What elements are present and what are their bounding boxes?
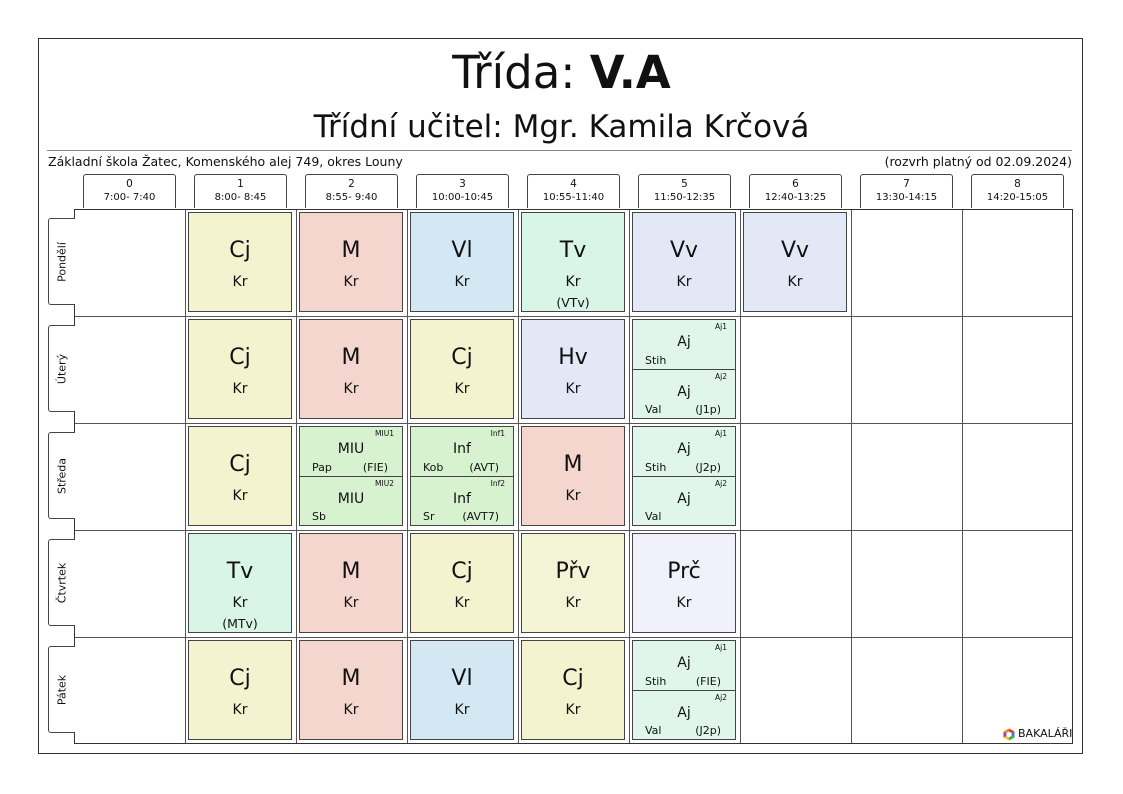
subject-label: Cj	[229, 345, 251, 370]
period-time: 10:55-11:40	[542, 192, 605, 203]
lesson-group	[411, 427, 513, 476]
school-name: Základní škola Žatec, Komenského alej 749, okres Louny	[48, 154, 403, 169]
period-header-0	[83, 174, 176, 208]
lesson-card[interactable]	[188, 426, 292, 526]
period-number: 2	[348, 178, 355, 190]
grid-column-line	[629, 210, 630, 743]
subject-label: M	[341, 345, 361, 370]
period-header-8	[971, 174, 1064, 208]
period-header-3	[416, 174, 509, 208]
period-number: 4	[570, 178, 577, 190]
subject-label: M	[341, 238, 361, 263]
subject-label: Vl	[451, 666, 473, 691]
lesson-card[interactable]	[299, 426, 403, 526]
teacher-label: Kr	[454, 381, 470, 397]
group-label: Aj2	[715, 479, 727, 488]
period-header-5	[638, 174, 731, 208]
day-label-4	[48, 646, 75, 733]
period-number: 8	[1014, 178, 1021, 190]
period-header-6	[749, 174, 842, 208]
lesson-group	[411, 476, 513, 525]
subject-label: Prč	[667, 559, 701, 584]
class-teacher: Třídní učitel: Mgr. Kamila Krčová	[313, 109, 810, 145]
subject-label: Aj	[677, 441, 691, 457]
lesson-card[interactable]	[188, 212, 292, 312]
day-name: Úterý	[55, 353, 69, 384]
period-number: 3	[459, 178, 466, 190]
grid-column-line	[740, 210, 741, 743]
subject-label: M	[341, 559, 361, 584]
teacher-label: Kr	[454, 595, 470, 611]
subject-label: MIU	[337, 441, 365, 457]
grid-column-line	[407, 210, 408, 743]
group-label: Aj2	[715, 372, 727, 381]
period-time: 8:00- 8:45	[214, 192, 267, 203]
teacher-label: Sb	[312, 510, 326, 523]
lesson-group	[633, 690, 735, 739]
teacher-label: Stih	[645, 675, 667, 688]
lesson-group	[633, 427, 735, 476]
group-label: Aj1	[715, 429, 727, 438]
subject-label: Cj	[451, 345, 473, 370]
header-divider	[47, 150, 1072, 151]
teacher-label: Kr	[232, 488, 248, 504]
lesson-card[interactable]	[410, 640, 514, 740]
lesson-group	[633, 320, 735, 369]
teacher-label: Kr	[343, 702, 359, 718]
teacher-label: Kr	[454, 274, 470, 290]
day-name: Pátek	[55, 674, 69, 705]
grid-row-line	[75, 423, 1072, 424]
group-label: MIU1	[375, 429, 394, 438]
teacher-label: Val	[645, 403, 662, 416]
subject-label: Cj	[229, 452, 251, 477]
room-label: (FIE)	[695, 675, 721, 688]
lesson-card[interactable]	[299, 212, 403, 312]
validity-date: (rozvrh platný od 02.09.2024)	[884, 154, 1072, 169]
teacher-label: Kr	[343, 274, 359, 290]
teacher-label: Kr	[565, 274, 581, 290]
page-title: Třída: V.A	[452, 46, 671, 99]
lesson-card[interactable]	[521, 319, 625, 419]
subject-label: Aj	[677, 384, 691, 400]
lesson-card[interactable]	[188, 319, 292, 419]
period-header-7	[860, 174, 953, 208]
subject-label: MIU	[337, 491, 365, 507]
subject-label: Vl	[451, 238, 473, 263]
subject-label: Aj	[677, 491, 691, 507]
teacher-label: Kob	[423, 461, 444, 474]
grid-column-line	[518, 210, 519, 743]
lesson-card[interactable]	[632, 319, 736, 419]
room-label: (AVT7)	[462, 510, 499, 523]
bakalari-logo	[1003, 727, 1072, 741]
teacher-label: Kr	[343, 595, 359, 611]
teacher-label: Kr	[232, 702, 248, 718]
room-label: (FIE)	[362, 461, 388, 474]
day-label-2	[48, 432, 75, 519]
bakalari-logo-icon	[1003, 728, 1015, 741]
lesson-card[interactable]	[410, 319, 514, 419]
room-label: (MTv)	[222, 616, 258, 631]
room-label: (AVT)	[469, 461, 499, 474]
period-time: 13:30-14:15	[875, 192, 938, 203]
group-label: Aj1	[715, 643, 727, 652]
group-label: Aj1	[715, 322, 727, 331]
day-name: Čtvrtek	[55, 562, 69, 603]
subject-label: Aj	[677, 334, 691, 350]
lesson-card[interactable]	[299, 319, 403, 419]
room-label: (J1p)	[695, 403, 721, 416]
teacher-label: Stih	[645, 354, 667, 367]
subject-label: Cj	[229, 238, 251, 263]
period-number: 7	[903, 178, 910, 190]
grid-column-line	[962, 210, 963, 743]
period-header-2	[305, 174, 398, 208]
period-time: 11:50-12:35	[653, 192, 716, 203]
period-time: 7:00- 7:40	[103, 192, 156, 203]
period-header-1	[194, 174, 287, 208]
subject-label: Tv	[226, 559, 254, 584]
period-header-4	[527, 174, 620, 208]
lesson-card[interactable]	[410, 212, 514, 312]
subject-label: Aj	[677, 705, 691, 721]
class-name: V.A	[589, 46, 671, 99]
grid-column-line	[296, 210, 297, 743]
subject-label: Inf	[453, 441, 471, 457]
day-label-1	[48, 325, 75, 412]
subject-label: Vv	[780, 238, 810, 263]
teacher-label: Kr	[454, 702, 470, 718]
day-name: Pondělí	[55, 241, 69, 282]
grid-row-line	[75, 637, 1072, 638]
group-label: Inf1	[490, 429, 505, 438]
teacher-label: Kr	[232, 381, 248, 397]
lesson-card[interactable]	[632, 426, 736, 526]
subject-label: Cj	[451, 559, 473, 584]
lesson-group	[300, 427, 402, 476]
teacher-label: Kr	[676, 595, 692, 611]
lesson-card[interactable]	[521, 533, 625, 633]
grid-row-line	[75, 316, 1072, 317]
teacher-label: Kr	[232, 595, 248, 611]
lesson-group	[633, 369, 735, 418]
subject-label: M	[563, 452, 583, 477]
teacher-label: Stih	[645, 461, 667, 474]
subject-label: M	[341, 666, 361, 691]
lesson-card[interactable]	[299, 533, 403, 633]
grid-column-line	[185, 210, 186, 743]
teacher-label: Kr	[565, 702, 581, 718]
teacher-label: Kr	[787, 274, 803, 290]
day-name: Středa	[55, 457, 69, 494]
lesson-group	[633, 476, 735, 525]
period-time: 12:40-13:25	[764, 192, 827, 203]
subject-label: Cj	[562, 666, 584, 691]
subject-label: Aj	[677, 655, 691, 671]
teacher-label: Kr	[343, 381, 359, 397]
grid-row-line	[75, 530, 1072, 531]
teacher-label: Pap	[312, 461, 332, 474]
grid-column-line	[851, 210, 852, 743]
period-number: 0	[126, 178, 133, 190]
group-label: Aj2	[715, 693, 727, 702]
teacher-label: Sr	[423, 510, 435, 523]
period-time: 10:00-10:45	[431, 192, 494, 203]
subject-label: Hv	[558, 345, 588, 370]
lesson-card[interactable]	[410, 426, 514, 526]
period-time: 8:55- 9:40	[325, 192, 378, 203]
lesson-card[interactable]	[521, 212, 625, 312]
lesson-card[interactable]	[299, 640, 403, 740]
subject-label: Přv	[555, 559, 591, 584]
period-number: 5	[681, 178, 688, 190]
lesson-card[interactable]	[521, 426, 625, 526]
period-time: 14:20-15:05	[986, 192, 1049, 203]
subject-label: Cj	[229, 666, 251, 691]
lesson-group	[300, 476, 402, 525]
group-label: MIU2	[375, 479, 394, 488]
lesson-card[interactable]	[521, 640, 625, 740]
lesson-card[interactable]	[188, 533, 292, 633]
lesson-card[interactable]	[632, 640, 736, 740]
teacher-label: Kr	[565, 381, 581, 397]
teacher-label: Kr	[565, 595, 581, 611]
day-label-3	[48, 539, 75, 626]
period-number: 1	[237, 178, 244, 190]
logo-text: BAKALÁŘI	[1018, 727, 1073, 740]
lesson-card[interactable]	[743, 212, 847, 312]
period-number: 6	[792, 178, 799, 190]
lesson-group	[633, 641, 735, 690]
lesson-card[interactable]	[188, 640, 292, 740]
subject-label: Vv	[669, 238, 699, 263]
teacher-label: Val	[645, 724, 662, 737]
teacher-label: Val	[645, 510, 662, 523]
teacher-label: Kr	[232, 274, 248, 290]
room-label: (J2p)	[695, 724, 721, 737]
teacher-label: Kr	[676, 274, 692, 290]
day-label-0	[48, 218, 75, 305]
subject-label: Tv	[559, 238, 587, 263]
subject-label: Inf	[453, 491, 471, 507]
lesson-card[interactable]	[410, 533, 514, 633]
lesson-card[interactable]	[632, 533, 736, 633]
lesson-card[interactable]	[632, 212, 736, 312]
room-label: (J2p)	[695, 461, 721, 474]
room-label: (VTv)	[556, 295, 590, 310]
teacher-label: Kr	[565, 488, 581, 504]
group-label: Inf2	[490, 479, 505, 488]
